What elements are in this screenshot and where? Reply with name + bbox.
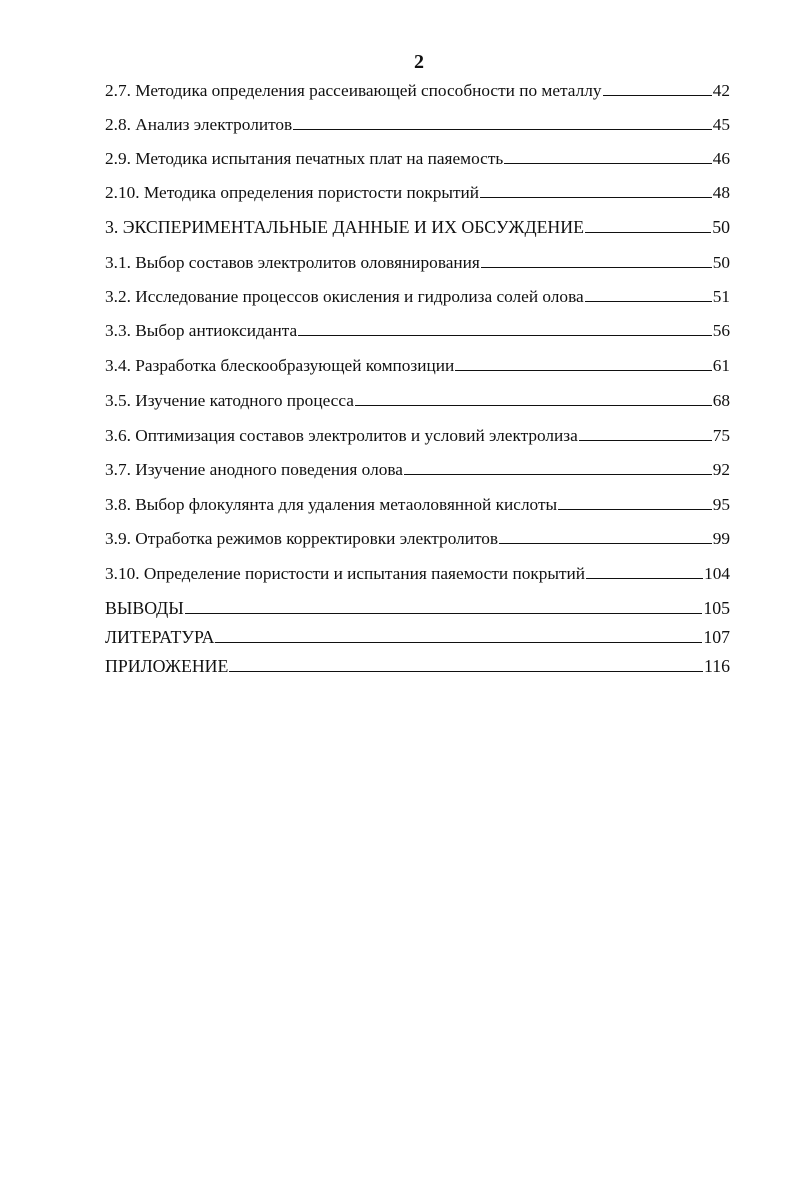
toc-leader-line <box>298 321 712 336</box>
toc-entry-page: 51 <box>712 287 730 306</box>
toc-entry-title: ЛИТЕРАТУРА <box>105 627 215 647</box>
toc-entry-title: 3.6. Оптимизация составов электролитов и условий электролиза <box>105 426 578 445</box>
toc-entry-page: 75 <box>712 426 730 445</box>
toc-entry <box>105 355 730 377</box>
toc-entry <box>105 494 730 516</box>
toc-entry <box>105 148 730 170</box>
toc-entry-page: 50 <box>712 217 730 237</box>
toc-entry-page: 56 <box>712 321 730 340</box>
toc-entry-page: 68 <box>712 391 730 410</box>
toc-leader-line <box>229 657 703 672</box>
toc-entry-title: 2.8. Анализ электролитов <box>105 115 293 134</box>
toc-entry <box>105 563 730 585</box>
toc-entry-page: 107 <box>703 627 730 647</box>
toc-entry-title: 2.9. Методика испытания печатных плат на паяемость <box>105 149 504 168</box>
toc-entry-page: 50 <box>712 253 730 272</box>
toc-entry <box>105 425 730 447</box>
toc-leader-line <box>585 218 711 233</box>
toc-entry-page: 42 <box>712 81 730 100</box>
toc-entry-page: 105 <box>703 598 730 618</box>
toc-leader-line <box>499 529 712 544</box>
toc-leader-line <box>586 564 703 579</box>
toc-entry-page: 46 <box>712 149 730 168</box>
toc-leader-line <box>293 115 712 130</box>
toc-entry <box>105 459 730 481</box>
toc-entry-page: 61 <box>712 356 730 375</box>
toc-entry-page: 48 <box>712 183 730 202</box>
toc-entry-title: 3.4. Разработка блескообразующей композиции <box>105 356 455 375</box>
toc-entry <box>105 80 730 102</box>
toc-leader-line <box>558 495 712 510</box>
toc-entry <box>105 114 730 136</box>
toc-entry-title: 3.3. Выбор антиоксиданта <box>105 321 298 340</box>
toc-entry-title: 3.5. Изучение катодного процесса <box>105 391 354 410</box>
toc-entry <box>105 216 730 238</box>
toc-entry-title: 3.2. Исследование процессов окисления и гидролиза солей олова <box>105 287 584 306</box>
toc-entry-page: 45 <box>712 115 730 134</box>
toc-entry-title: 3.8. Выбор флокулянта для удаления метаоловянной кислоты <box>105 495 558 514</box>
toc-entry <box>105 252 730 274</box>
toc-entry-title: 3.7. Изучение анодного поведения олова <box>105 460 403 479</box>
toc-leader-line <box>579 426 712 441</box>
toc-entry-page: 92 <box>712 460 730 479</box>
page-number: 2 <box>414 51 424 73</box>
toc-entry <box>105 320 730 342</box>
toc-entry <box>105 655 730 677</box>
toc-entry-title: 3.10. Определение пористости и испытания паяемости покрытий <box>105 564 586 583</box>
toc-leader-line <box>481 253 712 268</box>
toc-entry-page: 104 <box>704 564 730 583</box>
toc-entry <box>105 390 730 412</box>
toc-leader-line <box>504 149 711 164</box>
toc-leader-line <box>355 391 712 406</box>
toc-entry <box>105 626 730 648</box>
toc-leader-line <box>185 599 703 614</box>
toc-entry-title: 2.10. Методика определения пористости покрытий <box>105 183 480 202</box>
toc-entry-title: 3.9. Отработка режимов корректировки электролитов <box>105 529 499 548</box>
toc-leader-line <box>404 460 712 475</box>
toc-entry-page: 95 <box>712 495 730 514</box>
toc-leader-line <box>215 628 702 643</box>
toc-leader-line <box>480 183 712 198</box>
toc-entry <box>105 182 730 204</box>
toc-entry-title: 3.1. Выбор составов электролитов оловянирования <box>105 253 480 272</box>
toc-entry-title: ВЫВОДЫ <box>105 598 184 618</box>
toc-entry <box>105 286 730 308</box>
toc-entry-title: 3. ЭКСПЕРИМЕНТАЛЬНЫЕ ДАННЫЕ И ИХ ОБСУЖДЕНИЕ <box>105 217 584 237</box>
toc-entry <box>105 597 730 619</box>
toc-entry-page: 99 <box>712 529 730 548</box>
toc-entry-title: 2.7. Методика определения рассеивающей способности по металлу <box>105 81 602 100</box>
toc-entry-page: 116 <box>703 656 730 676</box>
toc-leader-line <box>603 81 712 96</box>
toc-leader-line <box>585 287 712 302</box>
toc-entry-title: ПРИЛОЖЕНИЕ <box>105 656 229 676</box>
toc-leader-line <box>455 356 711 371</box>
toc-entry <box>105 528 730 550</box>
